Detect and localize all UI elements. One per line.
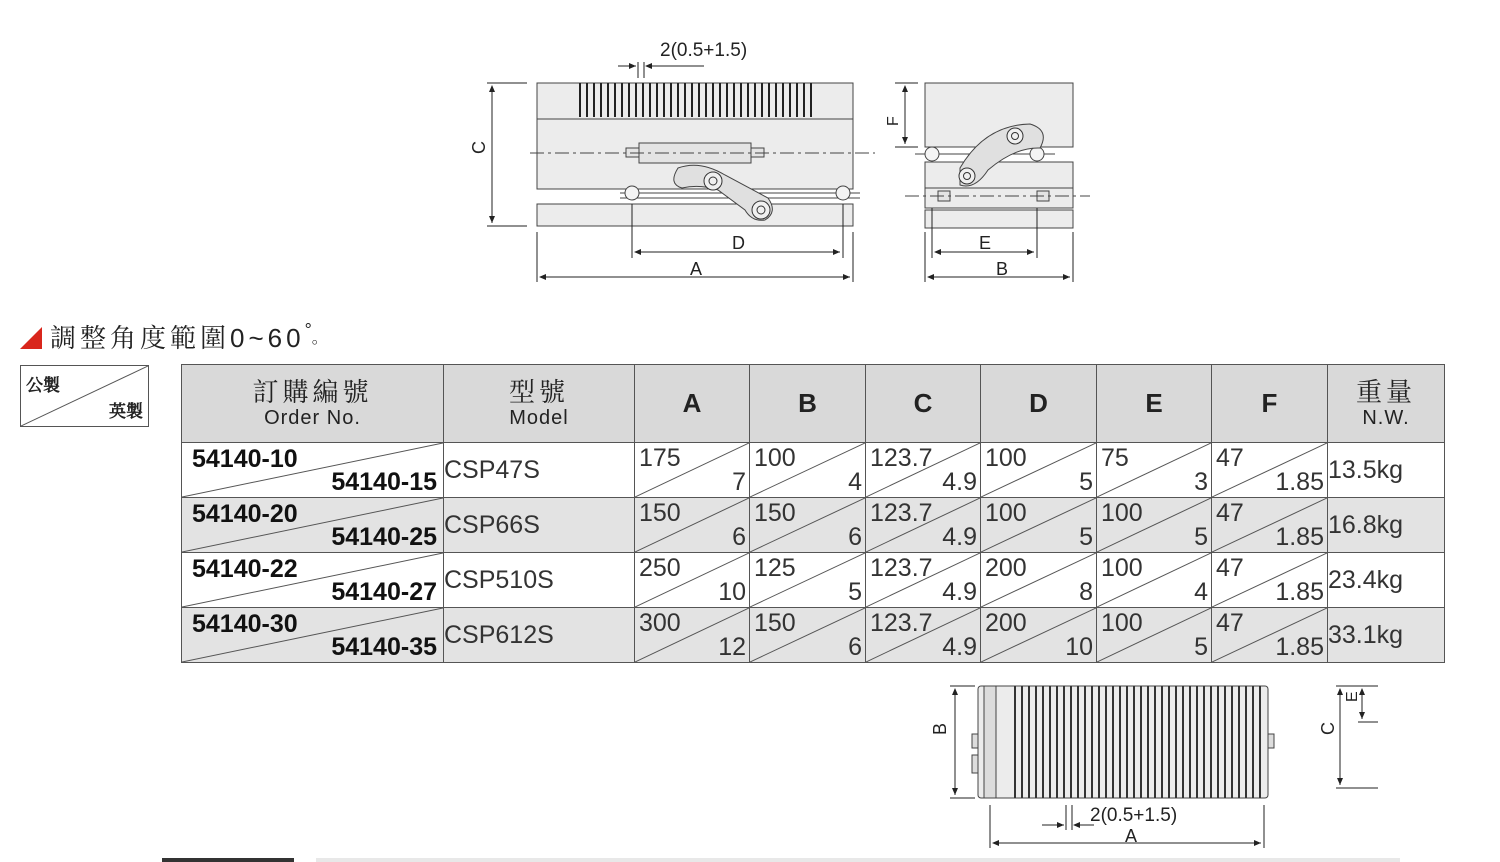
header-a: A xyxy=(635,365,750,443)
dim-cell-a: 150 6 xyxy=(635,498,750,553)
dim-cell-f: 47 1.85 xyxy=(1212,608,1328,663)
dim-cell-f: 47 1.85 xyxy=(1212,498,1328,553)
header-model: 型號 Model xyxy=(444,365,635,443)
dim-cell-b: 125 5 xyxy=(750,553,866,608)
model-cell: CSP612S xyxy=(444,608,635,663)
dim-cell-e: 75 3 xyxy=(1097,443,1212,498)
degree-symbol: ° xyxy=(304,319,312,340)
dim-cell-b: 150 6 xyxy=(750,498,866,553)
dim-cell-b: 150 6 xyxy=(750,608,866,663)
header-order-no: 訂購編號 Order No. xyxy=(182,365,444,443)
dim-label-b-bottom: B xyxy=(930,722,950,735)
weight-cell: 13.5kg xyxy=(1328,443,1445,498)
bottom-divider xyxy=(162,858,294,862)
dim-cell-a: 250 10 xyxy=(635,553,750,608)
front-view-drawing xyxy=(440,30,1120,290)
table-row xyxy=(182,553,1445,608)
dim-cell-c: 123.7 4.9 xyxy=(866,498,981,553)
model-cell: CSP66S xyxy=(444,498,635,553)
table-row xyxy=(182,498,1445,553)
dim-cell-a: 300 12 xyxy=(635,608,750,663)
dim-cell-f: 47 1.85 xyxy=(1212,553,1328,608)
header-e: E xyxy=(1097,365,1212,443)
order-cell: 54140-10 54140-15 xyxy=(182,443,444,498)
dim-cell-e: 100 4 xyxy=(1097,553,1212,608)
dim-cell-e: 100 5 xyxy=(1097,608,1212,663)
dim-label-f: F xyxy=(885,116,902,126)
dim-cell-a: 175 7 xyxy=(635,443,750,498)
dim-label-a-bottom: A xyxy=(1125,826,1138,846)
dim-label-a: A xyxy=(690,259,703,279)
dim-label-e-bottom: E xyxy=(1344,691,1361,702)
dim-cell-c: 123.7 4.9 xyxy=(866,553,981,608)
weight-cell: 33.1kg xyxy=(1328,608,1445,663)
dim-label-b: B xyxy=(996,259,1009,279)
section-title-text: 調整角度範圍0~60 xyxy=(50,322,305,353)
legend-metric: 公製 xyxy=(26,376,60,395)
unit-legend xyxy=(20,365,149,427)
model-cell: CSP510S xyxy=(444,553,635,608)
order-cell: 54140-22 54140-27 xyxy=(182,553,444,608)
table-row xyxy=(182,443,1445,498)
table-row xyxy=(182,608,1445,663)
dim-cell-d: 200 10 xyxy=(981,608,1097,663)
dim-label-e: E xyxy=(979,233,992,253)
header-nw: 重量 N.W. xyxy=(1328,365,1445,443)
dim-cell-d: 100 5 xyxy=(981,443,1097,498)
section-title xyxy=(20,318,328,354)
header-f: F xyxy=(1212,365,1328,443)
pitch-label-bottom: 2(0.5+1.5) xyxy=(1090,805,1178,826)
red-triangle-icon xyxy=(20,327,42,349)
header-c: C xyxy=(866,365,981,443)
dim-cell-e: 100 5 xyxy=(1097,498,1212,553)
dim-cell-d: 100 5 xyxy=(981,498,1097,553)
dim-label-c-bottom: C xyxy=(1318,722,1338,735)
weight-cell: 23.4kg xyxy=(1328,553,1445,608)
dim-cell-d: 200 8 xyxy=(981,553,1097,608)
order-cell: 54140-20 54140-25 xyxy=(182,498,444,553)
header-b: B xyxy=(750,365,866,443)
title-period: 。 xyxy=(311,329,328,347)
dim-label-c: C xyxy=(469,141,489,154)
header-d: D xyxy=(981,365,1097,443)
weight-cell: 16.8kg xyxy=(1328,498,1445,553)
dim-label-d: D xyxy=(732,233,745,253)
model-cell: CSP47S xyxy=(444,443,635,498)
top-view-drawing xyxy=(920,675,1400,862)
dim-cell-c: 123.7 4.9 xyxy=(866,443,981,498)
legend-inch: 英製 xyxy=(109,402,143,421)
dim-cell-f: 47 1.85 xyxy=(1212,443,1328,498)
table-header-row xyxy=(182,365,1445,443)
bottom-strip xyxy=(316,858,920,862)
pitch-label: 2(0.5+1.5) xyxy=(660,40,748,61)
dim-cell-b: 100 4 xyxy=(750,443,866,498)
spec-table xyxy=(181,364,1445,663)
dim-cell-c: 123.7 4.9 xyxy=(866,608,981,663)
order-cell: 54140-30 54140-35 xyxy=(182,608,444,663)
